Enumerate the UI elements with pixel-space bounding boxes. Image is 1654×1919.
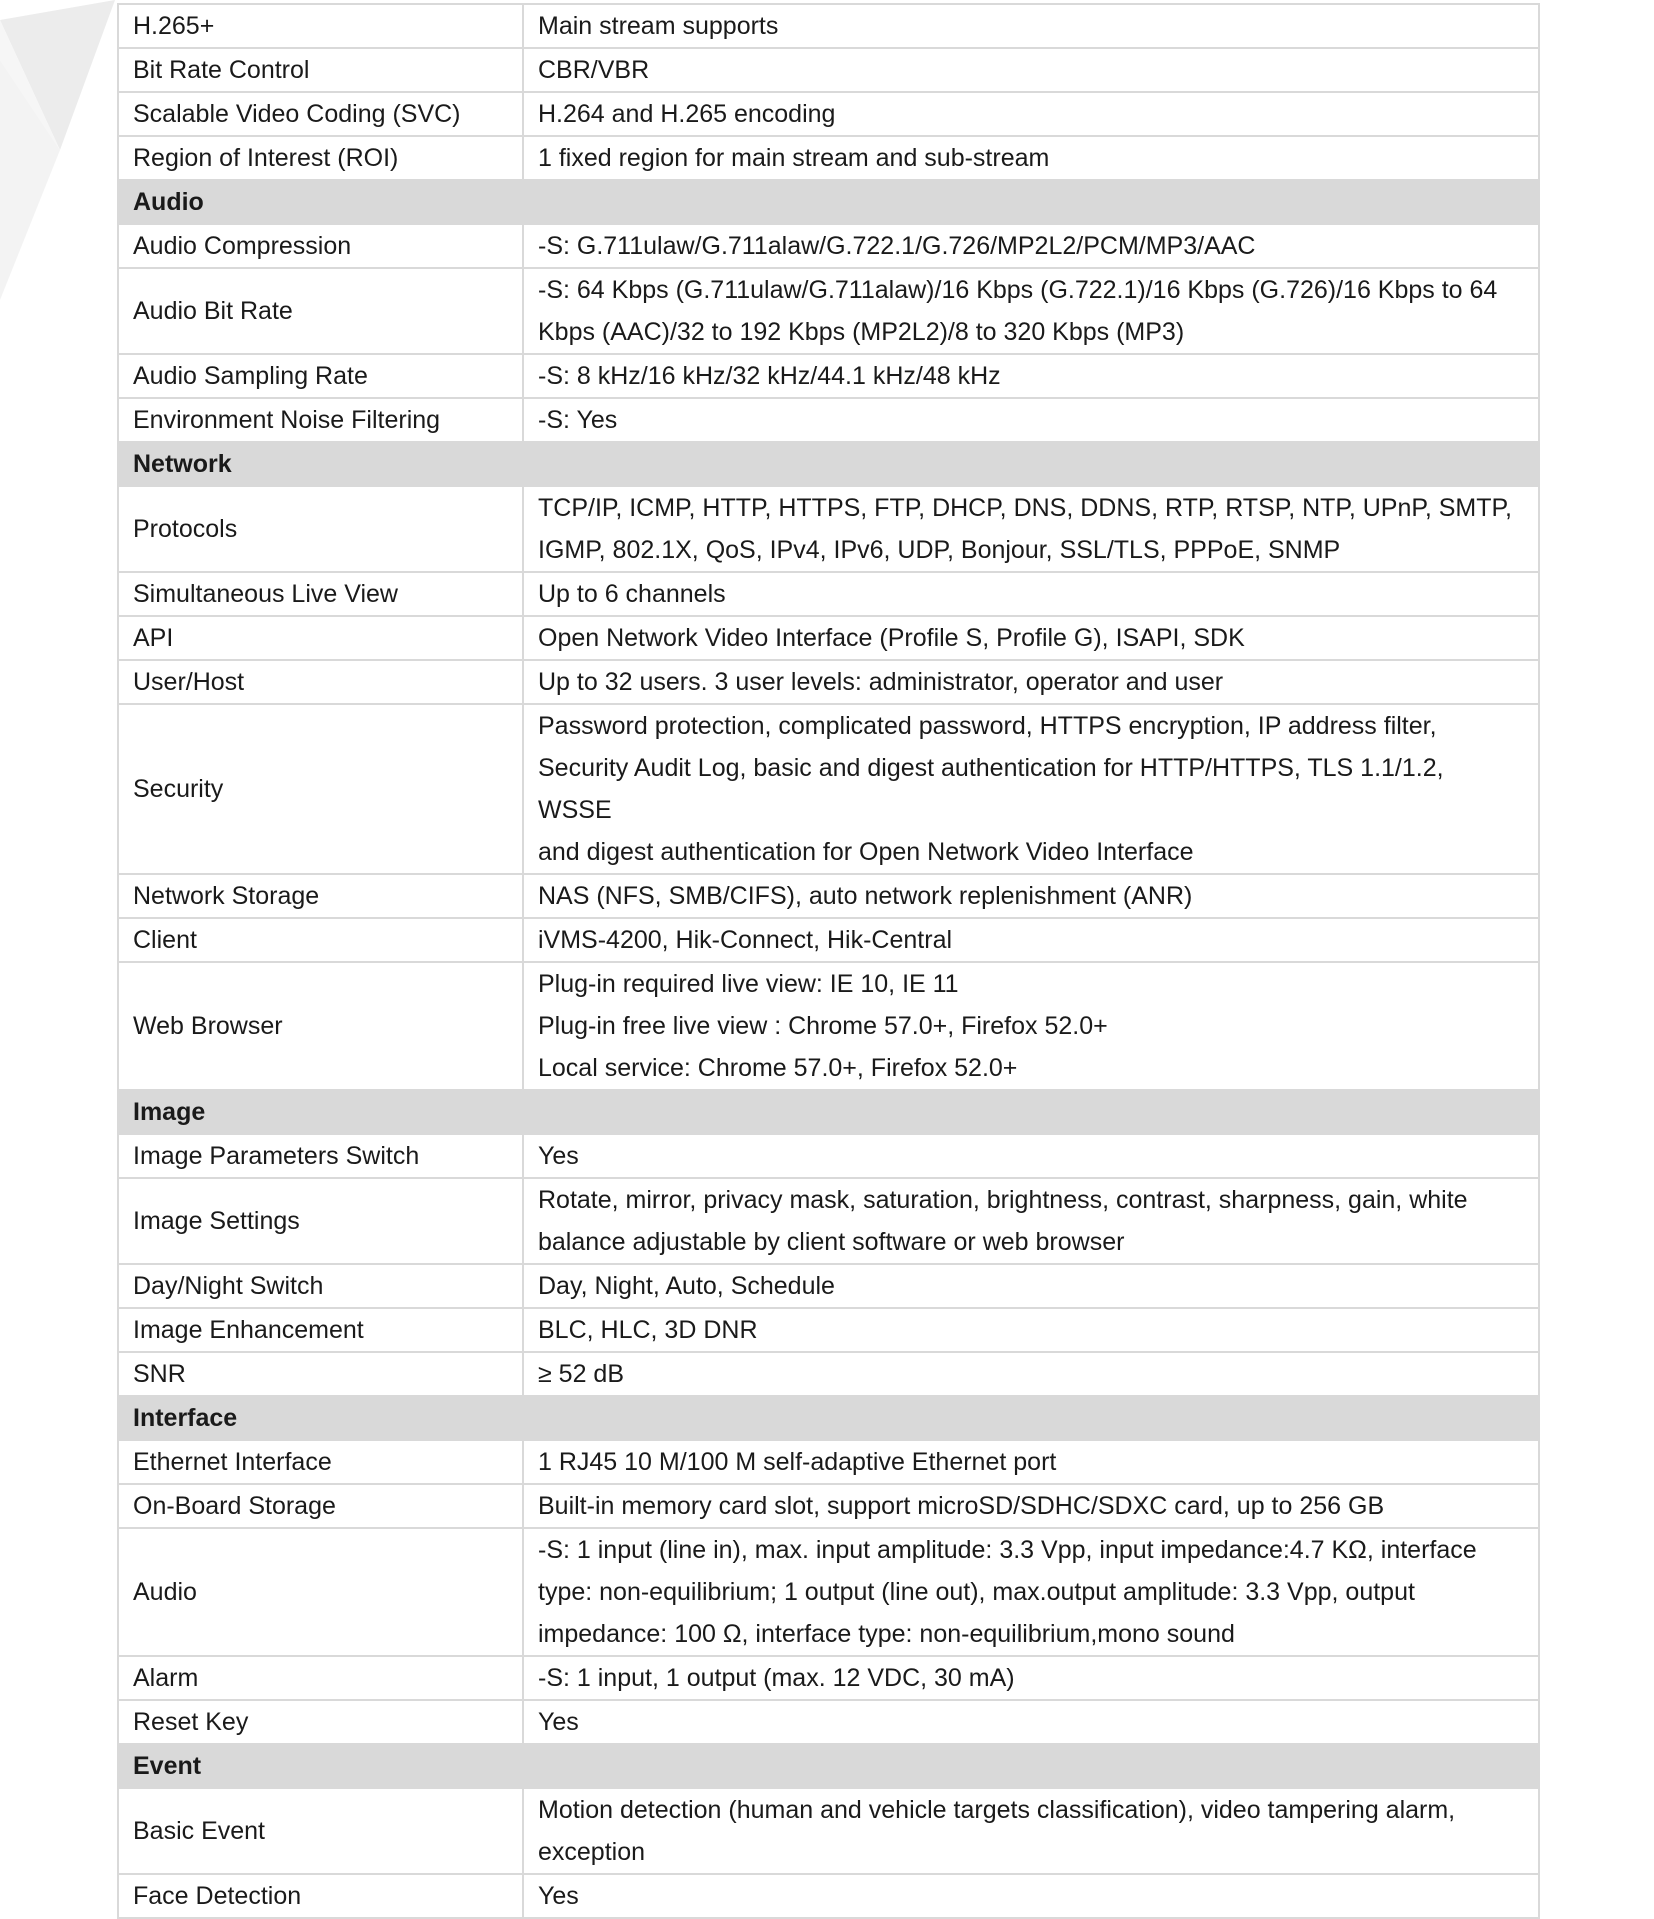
spec-value-line: iVMS-4200, Hik-Connect, Hik-Central: [538, 926, 953, 954]
spec-row: [118, 1484, 1539, 1528]
spec-label: Environment Noise Filtering: [118, 398, 523, 442]
spec-label: API: [118, 616, 523, 660]
spec-row: [118, 4, 1539, 48]
spec-label: Region of Interest (ROI): [118, 136, 523, 180]
spec-row: [118, 1308, 1539, 1352]
section-title: Event: [118, 1744, 523, 1788]
spec-value-line: Plug-in free live view : Chrome 57.0+, Firefox 52.0+: [538, 1012, 1108, 1040]
spec-value: [523, 1528, 1539, 1656]
spec-value-line: Built-in memory card slot, support microSD/SDHC/SDXC card, up to 256 GB: [538, 1492, 1385, 1520]
spec-value-line: IGMP, 802.1X, QoS, IPv4, IPv6, UDP, Bonjour, SSL/TLS, PPPoE, SNMP: [538, 536, 1341, 564]
spec-value-line: Local service: Chrome 57.0+, Firefox 52.0+: [538, 1054, 1018, 1082]
spec-row: [118, 918, 1539, 962]
spec-value-line: Yes: [538, 1708, 579, 1736]
spec-value-line: ≥ 52 dB: [538, 1360, 624, 1388]
spec-value: [523, 398, 1539, 442]
spec-value: [523, 616, 1539, 660]
spec-label: Audio: [118, 1528, 523, 1656]
section-header: [118, 1396, 1539, 1440]
spec-label: Security: [118, 704, 523, 874]
spec-row: [118, 1264, 1539, 1308]
spec-label: Image Settings: [118, 1178, 523, 1264]
spec-label: Web Browser: [118, 962, 523, 1090]
spec-value: [523, 1874, 1539, 1918]
spec-row: [118, 874, 1539, 918]
spec-value-line: -S: G.711ulaw/G.711alaw/G.722.1/G.726/MP2L2/PCM/MP3/AAC: [538, 232, 1256, 260]
spec-value-line: Up to 32 users. 3 user levels: administrator, operator and user: [538, 668, 1224, 696]
spec-row: [118, 962, 1539, 1090]
spec-label: SNR: [118, 1352, 523, 1396]
spec-value-line: Open Network Video Interface (Profile S, Profile G), ISAPI, SDK: [538, 624, 1245, 652]
spec-label: User/Host: [118, 660, 523, 704]
spec-value-line: -S: 1 input, 1 output (max. 12 VDC, 30 mA): [538, 1664, 1015, 1692]
spec-value: [523, 4, 1539, 48]
spec-value: [523, 1178, 1539, 1264]
spec-value-line: balance adjustable by client software or web browser: [538, 1228, 1125, 1256]
spec-value-line: -S: 8 kHz/16 kHz/32 kHz/44.1 kHz/48 kHz: [538, 362, 1001, 390]
spec-label: Alarm: [118, 1656, 523, 1700]
spec-label: Image Enhancement: [118, 1308, 523, 1352]
spec-row: [118, 1700, 1539, 1744]
spec-label: Face Detection: [118, 1874, 523, 1918]
spec-value: [523, 962, 1539, 1090]
spec-row: [118, 486, 1539, 572]
spec-label: Network Storage: [118, 874, 523, 918]
spec-label: Client: [118, 918, 523, 962]
watermark-logo: [0, 0, 130, 310]
section-header: [118, 1090, 1539, 1134]
section-title: Audio: [118, 180, 523, 224]
spec-value: [523, 1134, 1539, 1178]
spec-table: [117, 3, 1540, 1919]
spec-label: Day/Night Switch: [118, 1264, 523, 1308]
spec-value: [523, 704, 1539, 874]
spec-value: [523, 1308, 1539, 1352]
spec-value: [523, 1352, 1539, 1396]
section-filler: [523, 1090, 1539, 1134]
spec-label: Audio Bit Rate: [118, 268, 523, 354]
spec-label: Ethernet Interface: [118, 1440, 523, 1484]
spec-value: [523, 572, 1539, 616]
spec-label: Simultaneous Live View: [118, 572, 523, 616]
spec-value-line: TCP/IP, ICMP, HTTP, HTTPS, FTP, DHCP, DNS, DDNS, RTP, RTSP, NTP, UPnP, SMTP,: [538, 494, 1512, 522]
spec-row: [118, 1788, 1539, 1874]
spec-label: Reset Key: [118, 1700, 523, 1744]
spec-row: [118, 136, 1539, 180]
spec-label: Basic Event: [118, 1788, 523, 1874]
spec-row: [118, 92, 1539, 136]
spec-value-line: 1 fixed region for main stream and sub-stream: [538, 144, 1050, 172]
spec-value-line: H.264 and H.265 encoding: [538, 100, 836, 128]
spec-label: On-Board Storage: [118, 1484, 523, 1528]
spec-value-line: BLC, HLC, 3D DNR: [538, 1316, 758, 1344]
spec-value: [523, 486, 1539, 572]
spec-value-line: CBR/VBR: [538, 56, 650, 84]
section-filler: [523, 1396, 1539, 1440]
spec-value-line: NAS (NFS, SMB/CIFS), auto network replenishment (ANR): [538, 882, 1193, 910]
spec-value: [523, 1440, 1539, 1484]
spec-value: [523, 354, 1539, 398]
spec-row: [118, 354, 1539, 398]
spec-row: [118, 398, 1539, 442]
spec-value: [523, 660, 1539, 704]
spec-value-line: exception: [538, 1838, 646, 1866]
section-filler: [523, 1744, 1539, 1788]
spec-row: [118, 1440, 1539, 1484]
spec-value-line: -S: 64 Kbps (G.711ulaw/G.711alaw)/16 Kbps (G.722.1)/16 Kbps (G.726)/16 Kbps to 64: [538, 276, 1498, 304]
spec-label: Audio Sampling Rate: [118, 354, 523, 398]
spec-value-line: Day, Night, Auto, Schedule: [538, 1272, 835, 1300]
spec-row: [118, 1134, 1539, 1178]
spec-value: [523, 268, 1539, 354]
spec-row: [118, 48, 1539, 92]
spec-label: Protocols: [118, 486, 523, 572]
section-header: [118, 180, 1539, 224]
section-title: Network: [118, 442, 523, 486]
spec-value-line: Rotate, mirror, privacy mask, saturation, brightness, contrast, sharpness, gain, white: [538, 1186, 1468, 1214]
spec-value: [523, 1656, 1539, 1700]
spec-value-line: -S: Yes: [538, 406, 618, 434]
spec-label: H.265+: [118, 4, 523, 48]
spec-row: [118, 704, 1539, 874]
spec-value: [523, 136, 1539, 180]
section-header: [118, 442, 1539, 486]
section-header: [118, 1744, 1539, 1788]
spec-value: [523, 1788, 1539, 1874]
spec-row: [118, 268, 1539, 354]
spec-row: [118, 1528, 1539, 1656]
spec-value-line: type: non-equilibrium; 1 output (line out), max.output amplitude: 3.3 Vpp, output: [538, 1578, 1415, 1606]
spec-row: [118, 1352, 1539, 1396]
spec-value: [523, 92, 1539, 136]
spec-value-line: and digest authentication for Open Network Video Interface: [538, 838, 1194, 866]
spec-row: [118, 616, 1539, 660]
spec-value: [523, 1700, 1539, 1744]
spec-value: [523, 224, 1539, 268]
spec-value: [523, 1264, 1539, 1308]
spec-value-line: Password protection, complicated password, HTTPS encryption, IP address filter,: [538, 712, 1437, 740]
spec-value-line: Up to 6 channels: [538, 580, 726, 608]
spec-value-line: -S: 1 input (line in), max. input amplitude: 3.3 Vpp, input impedance:4.7 KΩ, interface: [538, 1536, 1477, 1564]
spec-table-body: [118, 4, 1539, 1918]
spec-row: [118, 1178, 1539, 1264]
spec-value: [523, 48, 1539, 92]
spec-row: [118, 1874, 1539, 1918]
spec-label: Audio Compression: [118, 224, 523, 268]
section-title: Image: [118, 1090, 523, 1134]
spec-value-line: Kbps (AAC)/32 to 192 Kbps (MP2L2)/8 to 320 Kbps (MP3): [538, 318, 1185, 346]
spec-value-line: Plug-in required live view: IE 10, IE 11: [538, 970, 959, 998]
spec-value-line: Main stream supports: [538, 12, 779, 40]
spec-row: [118, 224, 1539, 268]
spec-value: [523, 1484, 1539, 1528]
spec-value-line: 1 RJ45 10 M/100 M self-adaptive Ethernet port: [538, 1448, 1057, 1476]
spec-label: Scalable Video Coding (SVC): [118, 92, 523, 136]
spec-row: [118, 572, 1539, 616]
spec-value-line: impedance: 100 Ω, interface type: non-equilibrium,mono sound: [538, 1620, 1235, 1648]
spec-row: [118, 1656, 1539, 1700]
spec-row: [118, 660, 1539, 704]
section-filler: [523, 180, 1539, 224]
spec-value-line: Yes: [538, 1882, 579, 1910]
section-title: Interface: [118, 1396, 523, 1440]
spec-value-line: Yes: [538, 1142, 579, 1170]
spec-value-line: Motion detection (human and vehicle targets classification), video tampering alarm,: [538, 1796, 1456, 1824]
section-filler: [523, 442, 1539, 486]
spec-value: [523, 874, 1539, 918]
spec-value: [523, 918, 1539, 962]
spec-label: Bit Rate Control: [118, 48, 523, 92]
spec-label: Image Parameters Switch: [118, 1134, 523, 1178]
spec-value-line: Security Audit Log, basic and digest authentication for HTTP/HTTPS, TLS 1.1/1.2, WSSE: [538, 754, 1444, 824]
